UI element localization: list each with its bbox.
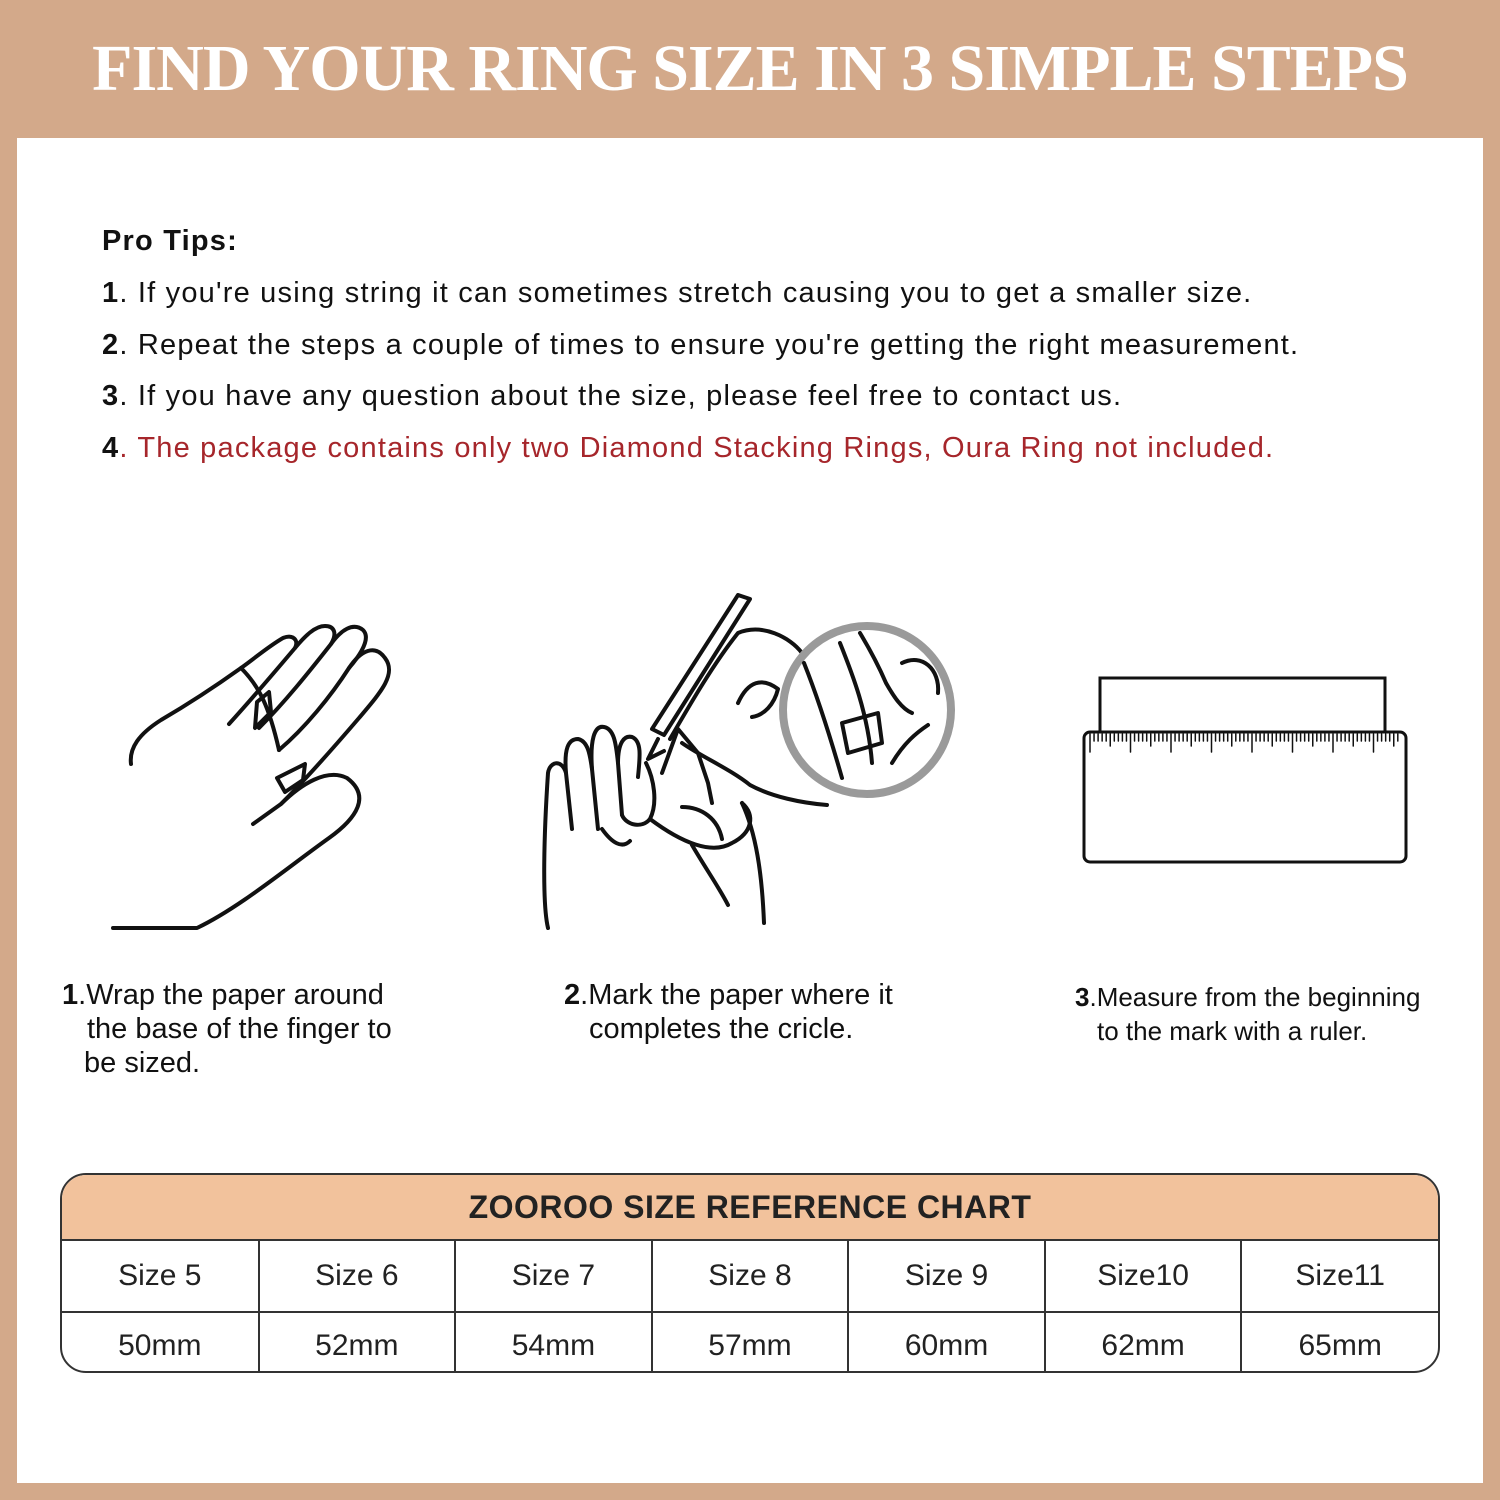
- size-table: [62, 1241, 1438, 1373]
- content-panel: [17, 138, 1483, 1483]
- size-cell: Size 8: [652, 1241, 849, 1312]
- pro-tips-title: Pro Tips:: [102, 225, 238, 257]
- tip-item: [102, 381, 1442, 411]
- step-text: to the mark with a ruler.: [1097, 1016, 1368, 1046]
- step-number: 1: [62, 979, 79, 1011]
- tip-number: 3: [102, 380, 120, 412]
- size-cell: Size11: [1241, 1241, 1438, 1312]
- mm-cell: 52mm: [259, 1312, 456, 1373]
- size-cell: Size 7: [455, 1241, 652, 1312]
- tip-number: 4: [102, 431, 120, 464]
- tip-item: [102, 278, 1442, 308]
- pro-tips: [102, 226, 1442, 484]
- step-1-instruction: [62, 978, 442, 1080]
- tip-number: 2: [102, 328, 120, 361]
- chart-title: ZOOROO SIZE REFERENCE CHART: [62, 1175, 1438, 1241]
- page-title: FIND YOUR RING SIZE IN 3 SIMPLE STEPS: [92, 32, 1408, 105]
- mm-cell: 60mm: [848, 1312, 1045, 1373]
- step-2-instruction: [564, 978, 944, 1046]
- tip-text: . If you're using string it can sometimes stretch causing you to get a smaller size.: [119, 277, 1253, 309]
- tip-text: . If you have any question about the size, please feel free to contact us.: [119, 380, 1123, 412]
- step-text: .Mark the paper where it: [580, 979, 893, 1011]
- hand-wrap-illustration: [109, 616, 409, 936]
- mm-cell: 65mm: [1298, 1329, 1382, 1362]
- mm-cell: 54mm: [455, 1312, 652, 1373]
- header-banner: [0, 0, 1500, 138]
- mm-cell: 50mm: [62, 1312, 259, 1373]
- step-text: .Wrap the paper around: [78, 979, 384, 1011]
- step-number: 3: [1075, 982, 1090, 1012]
- size-cell: Size10: [1045, 1241, 1242, 1312]
- mm-row: [62, 1312, 1438, 1373]
- tip-number: 1: [102, 277, 120, 309]
- step-text: be sized.: [84, 1047, 201, 1079]
- step-text: the base of the finger to: [87, 1013, 392, 1045]
- tip-text: . Repeat the steps a couple of times to ensure you're getting the right measurement.: [119, 328, 1300, 361]
- size-row: [62, 1241, 1438, 1312]
- step-text: completes the cricle.: [589, 1013, 854, 1045]
- mm-cell: 57mm: [652, 1312, 849, 1373]
- step-3-instruction: [1075, 980, 1475, 1048]
- step-number: 2: [564, 979, 581, 1011]
- tip-text: . The package contains only two Diamond Stacking Rings, Oura Ring not included.: [119, 431, 1275, 464]
- hand-mark-illustration: [542, 593, 962, 938]
- step-text: .Measure from the beginning: [1089, 982, 1421, 1012]
- mm-cell: 62mm: [1045, 1312, 1242, 1373]
- size-cell: Size 6: [259, 1241, 456, 1312]
- ruler-illustration: [1080, 668, 1410, 868]
- tip-item: [102, 330, 1442, 360]
- size-cell: Size 5: [62, 1241, 259, 1312]
- size-cell: Size 9: [848, 1241, 1045, 1312]
- size-reference-chart: [60, 1173, 1440, 1373]
- tip-item-highlight: [102, 433, 1442, 463]
